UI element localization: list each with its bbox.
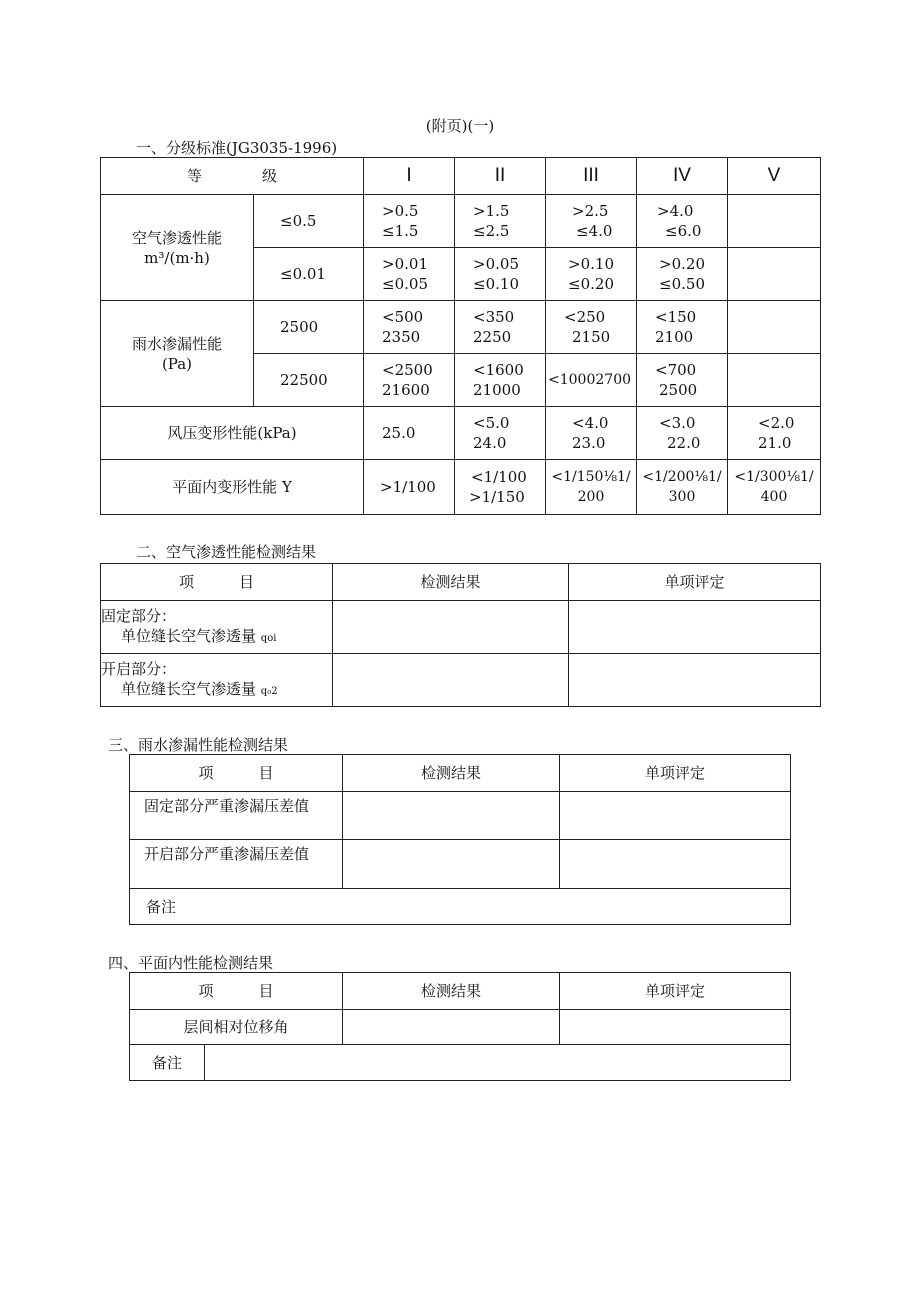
header-result: 检测结果 (343, 973, 560, 1010)
air-result-rating-fixed[interactable] (569, 601, 821, 654)
rain-result-value-open[interactable] (343, 840, 560, 889)
air-2-g3: >0.10 ≤0.20 (546, 248, 637, 301)
grade-5: V (728, 158, 821, 195)
rain-1-g2: <350 2250 (455, 301, 546, 354)
header-rating: 单项评定 (569, 564, 821, 601)
rain-result-item-fixed: 固定部分严重渗漏压差值 (130, 792, 343, 840)
air-result-table (100, 563, 821, 707)
wind-g3: <4.0 23.0 (546, 407, 637, 460)
air-label (101, 195, 254, 301)
rain-sub-1: 2500 (254, 301, 364, 354)
inplane-result-note-row (130, 1045, 791, 1081)
rain-2-g2: <1600 21000 (455, 354, 546, 407)
air-result-item-open: 开启部分： 单位缝长空气渗透量 q₀2 (101, 654, 333, 707)
rain-label-line2: (Pa) (161, 354, 193, 373)
air-label-line1: 空气渗透性能 (131, 228, 222, 247)
air-2-g2: >0.05 ≤0.10 (455, 248, 546, 301)
grade-2: II (455, 158, 546, 195)
header-result: 检测结果 (343, 755, 560, 792)
inplane-result-item: 层间相对位移角 (130, 1010, 343, 1045)
air-sub-2: ≤0.01 (254, 248, 364, 301)
rain-2-g4: <700 2500 (637, 354, 728, 407)
air-result-rating-open[interactable] (569, 654, 821, 707)
header-item: 项 目 (101, 564, 333, 601)
air-sub-1: ≤0.5 (254, 195, 364, 248)
grade-header-row (101, 158, 821, 195)
air-2-g1: >0.01 ≤0.05 (364, 248, 455, 301)
rain-1-g1: <500 2350 (364, 301, 455, 354)
wind-g2: <5.0 24.0 (455, 407, 546, 460)
wind-row (101, 407, 821, 460)
rain-1-g5 (728, 301, 821, 354)
rain-result-item-open: 开启部分严重渗漏压差值 (130, 840, 343, 889)
header-item: 项 目 (130, 755, 343, 792)
rain-1-g3: <250 2150 (546, 301, 637, 354)
rain-label (101, 301, 254, 407)
page-title: (附页)(一) (425, 117, 495, 135)
air-1-g2: >1.5 ≤2.5 (455, 195, 546, 248)
inplane-result-rating[interactable] (560, 1010, 791, 1045)
inplane-g5: <1/300⅛1/ 400 (728, 460, 821, 515)
air-label-line2: m³/(m·h) (144, 248, 210, 267)
air-2-g5 (728, 248, 821, 301)
air-result-item-fixed: 固定部分： 单位缝长空气渗透量 qoi (101, 601, 333, 654)
air-result-header (101, 564, 821, 601)
air-1-g4: >4.0 ≤6.0 (637, 195, 728, 248)
rain-row-1 (101, 301, 821, 354)
inplane-result-header (130, 973, 791, 1010)
inplane-g4: <1/200⅛1/ 300 (637, 460, 728, 515)
rain-result-header (130, 755, 791, 792)
air-1-g3: >2.5 ≤4.0 (546, 195, 637, 248)
inplane-g3: <1/150⅛1/ 200 (546, 460, 637, 515)
rain-result-note-row (130, 889, 791, 925)
inplane-g1: >1/100 (364, 460, 455, 515)
air-row-1 (101, 195, 821, 248)
inplane-label: 平面内变形性能 Y (101, 460, 364, 515)
air-1-g1: >0.5 ≤1.5 (364, 195, 455, 248)
inplane-g2: <1/100 >1/150 (455, 460, 546, 515)
wind-g4: <3.0 22.0 (637, 407, 728, 460)
section3-title: 三、雨水渗漏性能检测结果 (108, 736, 289, 754)
grade-header-label: 等 级 (101, 158, 364, 195)
air-result-value-open[interactable] (333, 654, 569, 707)
air-result-row-fixed (101, 601, 821, 654)
section1-title: 一、分级标准(JG3035-1996) (136, 139, 338, 157)
grading-standard-table (100, 157, 821, 515)
header-rating: 单项评定 (560, 973, 791, 1010)
rain-result-rating-fixed[interactable] (560, 792, 791, 840)
inplane-result-note-value[interactable] (205, 1045, 791, 1081)
air-result-value-fixed[interactable] (333, 601, 569, 654)
rain-result-value-fixed[interactable] (343, 792, 560, 840)
rain-result-row-open (130, 840, 791, 889)
rain-2-g3: <10002700 (546, 354, 637, 407)
header-rating: 单项评定 (560, 755, 791, 792)
air-1-g5 (728, 195, 821, 248)
rain-2-g5 (728, 354, 821, 407)
header-result: 检测结果 (333, 564, 569, 601)
rain-result-row-fixed (130, 792, 791, 840)
section2-title: 二、空气渗透性能检测结果 (136, 543, 317, 561)
header-item: 项 目 (130, 973, 343, 1010)
grade-1: I (364, 158, 455, 195)
rain-sub-2: 22500 (254, 354, 364, 407)
section4-title: 四、平面内性能检测结果 (108, 954, 274, 972)
rain-2-g1: <2500 21600 (364, 354, 455, 407)
grade-3: III (546, 158, 637, 195)
wind-label: 风压变形性能(kPa) (101, 407, 364, 460)
air-2-g4: >0.20 ≤0.50 (637, 248, 728, 301)
inplane-result-table (129, 972, 791, 1081)
air-result-row-open (101, 654, 821, 707)
wind-g5: <2.0 21.0 (728, 407, 821, 460)
inplane-result-row (130, 1010, 791, 1045)
rain-1-g4: <150 2100 (637, 301, 728, 354)
rain-result-rating-open[interactable] (560, 840, 791, 889)
rain-result-note: 备注 (130, 889, 791, 925)
inplane-row (101, 460, 821, 515)
rain-result-table (129, 754, 791, 925)
inplane-result-value[interactable] (343, 1010, 560, 1045)
wind-g1: 25.0 (364, 407, 455, 460)
inplane-result-note-label: 备注 (130, 1045, 205, 1081)
rain-label-line1: 雨水渗漏性能 (131, 334, 222, 353)
grade-4: IV (637, 158, 728, 195)
